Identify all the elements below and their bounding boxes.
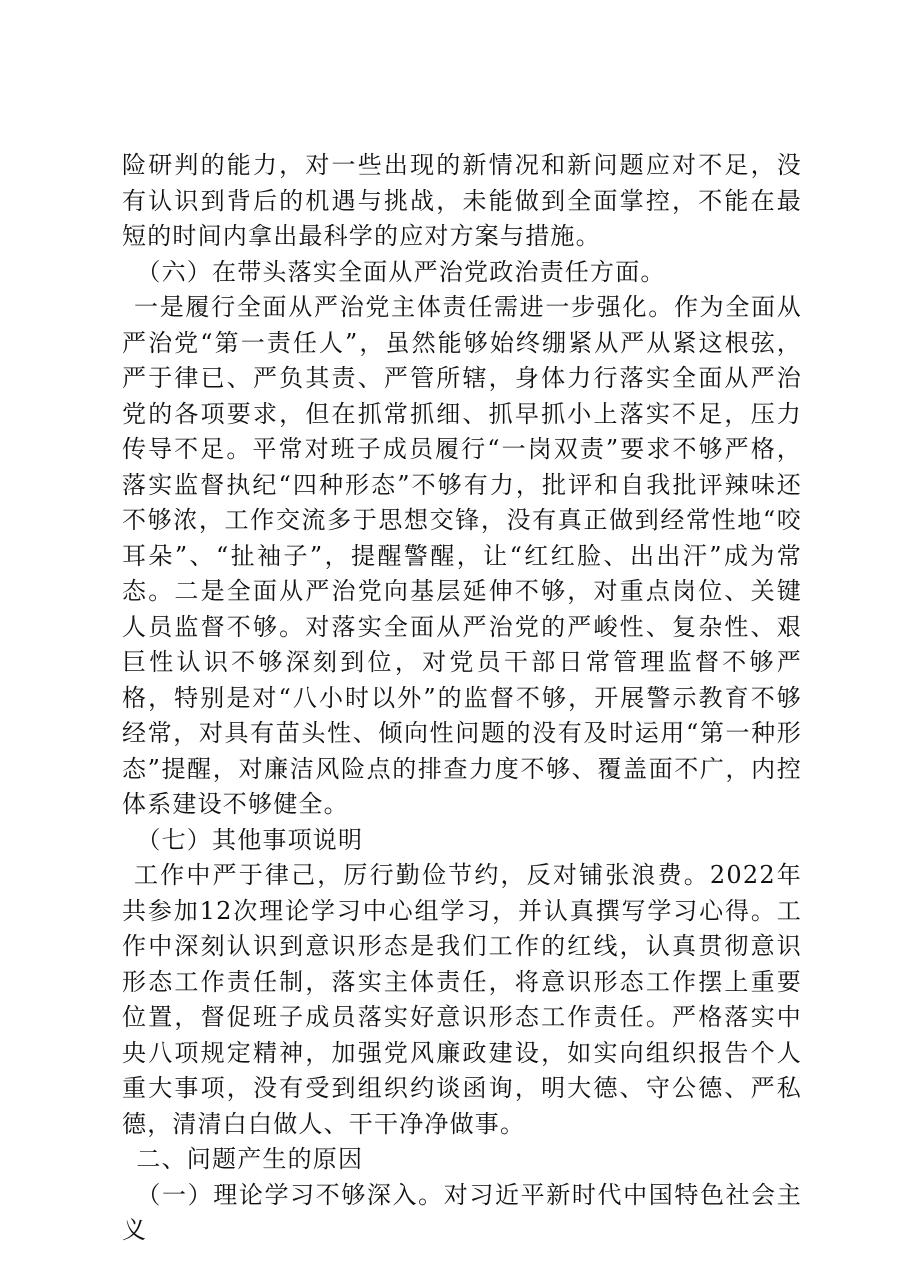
section-heading-causes: 二、问题产生的原因 <box>136 1145 364 1173</box>
paragraph-other-matters: 工作中严于律己，厉行勤俭节约，反对铺张浪费。2022年共参加12次理论学习中心组学习，并认真撰写学习心得。工作中深刻认识到意识形态是我们工作的红线，认真贯彻意识形态工作责任制，落实主体责任，将意识形态工作摆上重要位置，督促班子成员落实好意识形态工作责任。严格落实中央八项规定精神，加强党风廉政建设，如实向组织报告个人重大事项，没有受到组织约谈函询，明大德、守公德、严私德，清清白白做人、干干净净做事。 <box>122 861 802 1138</box>
section-heading-seven: （七）其他事项说明 <box>136 825 364 854</box>
section-heading-six: （六）在带头落实全面从严治党政治责任方面。 <box>136 257 666 286</box>
paragraph-party-responsibility: 一是履行全面从严治党主体责任需进一步强化。作为全面从严治党“第一责任人”，虽然能够始终绷紧从严从紧这根弦，严于律已、严负其责、严管所辖，身体力行落实全面从严治党的各项要求，但在抓常抓细、抓早抓小上落实不足，压力传导不足。平常对班子成员履行“一岗双责”要求不够严格，落实监督执纪“四种形态”不够有力，批评和自我批评辣味还不够浓，工作交流多于思想交锋，没有真正做到经常性地“咬耳朵”、“扯袖子”，提醒警醒，让“红红脸、出出汗”成为常态。二是全面从严治党向基层延伸不够，对重点岗位、关键人员监督不够。对落实全面从严治党的严峻性、复杂性、艰巨性认识不够深刻到位，对党员干部日常管理监督不够严格，特别是对“八小时以外”的监督不够，开展警示教育不够经常，对具有苗头性、倾向性问题的没有及时运用“第一种形态”提醒，对廉洁风险点的排查力度不够、覆盖面不广，内控体系建设不够健全。 <box>122 293 802 818</box>
document-body <box>122 148 802 1249</box>
section-heading-theory-study: （一）理论学习不够深入。对习近平新时代中国特色社会主义 <box>122 1180 802 1244</box>
paragraph-continuation: 险研判的能力，对一些出现的新情况和新问题应对不足，没有认识到背后的机遇与挑战，未能做到全面掌控，不能在最短的时间内拿出最科学的应对方案与措施。 <box>122 151 802 250</box>
